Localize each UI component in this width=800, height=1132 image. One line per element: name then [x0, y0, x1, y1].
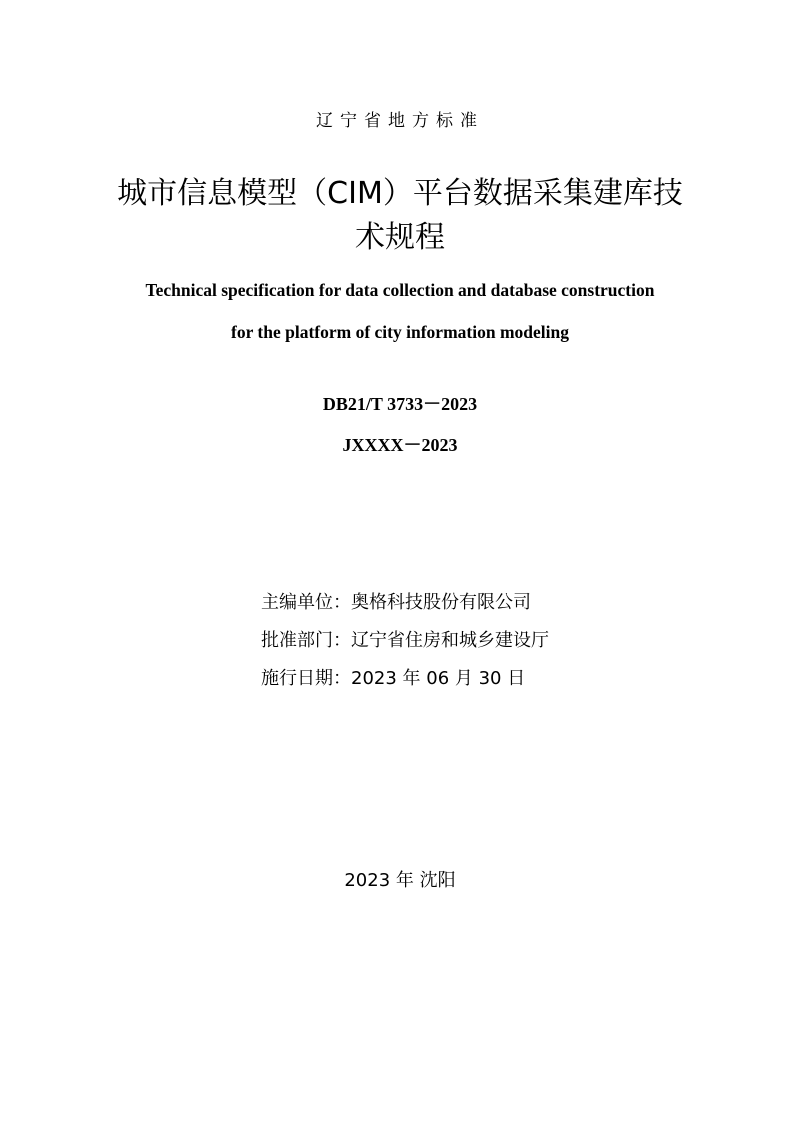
standard-code-j: JXXXX－2023: [342, 435, 458, 455]
english-title-line-2: for the platform of city information modeling: [231, 322, 569, 342]
publication-info: [261, 590, 549, 704]
info-value: 辽宁省住房和城乡建设厅: [351, 630, 549, 651]
info-label: 主编单位：: [261, 592, 351, 613]
info-row-chief-editor: [261, 590, 549, 628]
standard-code-db: DB21/T 3733－2023: [322, 394, 478, 414]
publication-year-city: 2023 年 沈阳: [344, 870, 456, 891]
info-value: 奥格科技股份有限公司: [351, 592, 531, 613]
info-label: 批准部门：: [261, 630, 351, 651]
chinese-title-line-1: 城市信息模型（CIM）平台数据采集建库技: [117, 176, 683, 211]
chinese-title-line-2: 术规程: [355, 220, 445, 255]
english-title-line-1: Technical specification for data collection and database construction: [145, 280, 655, 300]
info-value: 2023 年 06 月 30 日: [351, 668, 526, 689]
info-row-approving-department: [261, 628, 549, 666]
standard-type-heading: 辽宁省地方标准: [316, 111, 484, 131]
info-label: 施行日期：: [261, 668, 351, 689]
info-row-effective-date: [261, 666, 549, 704]
